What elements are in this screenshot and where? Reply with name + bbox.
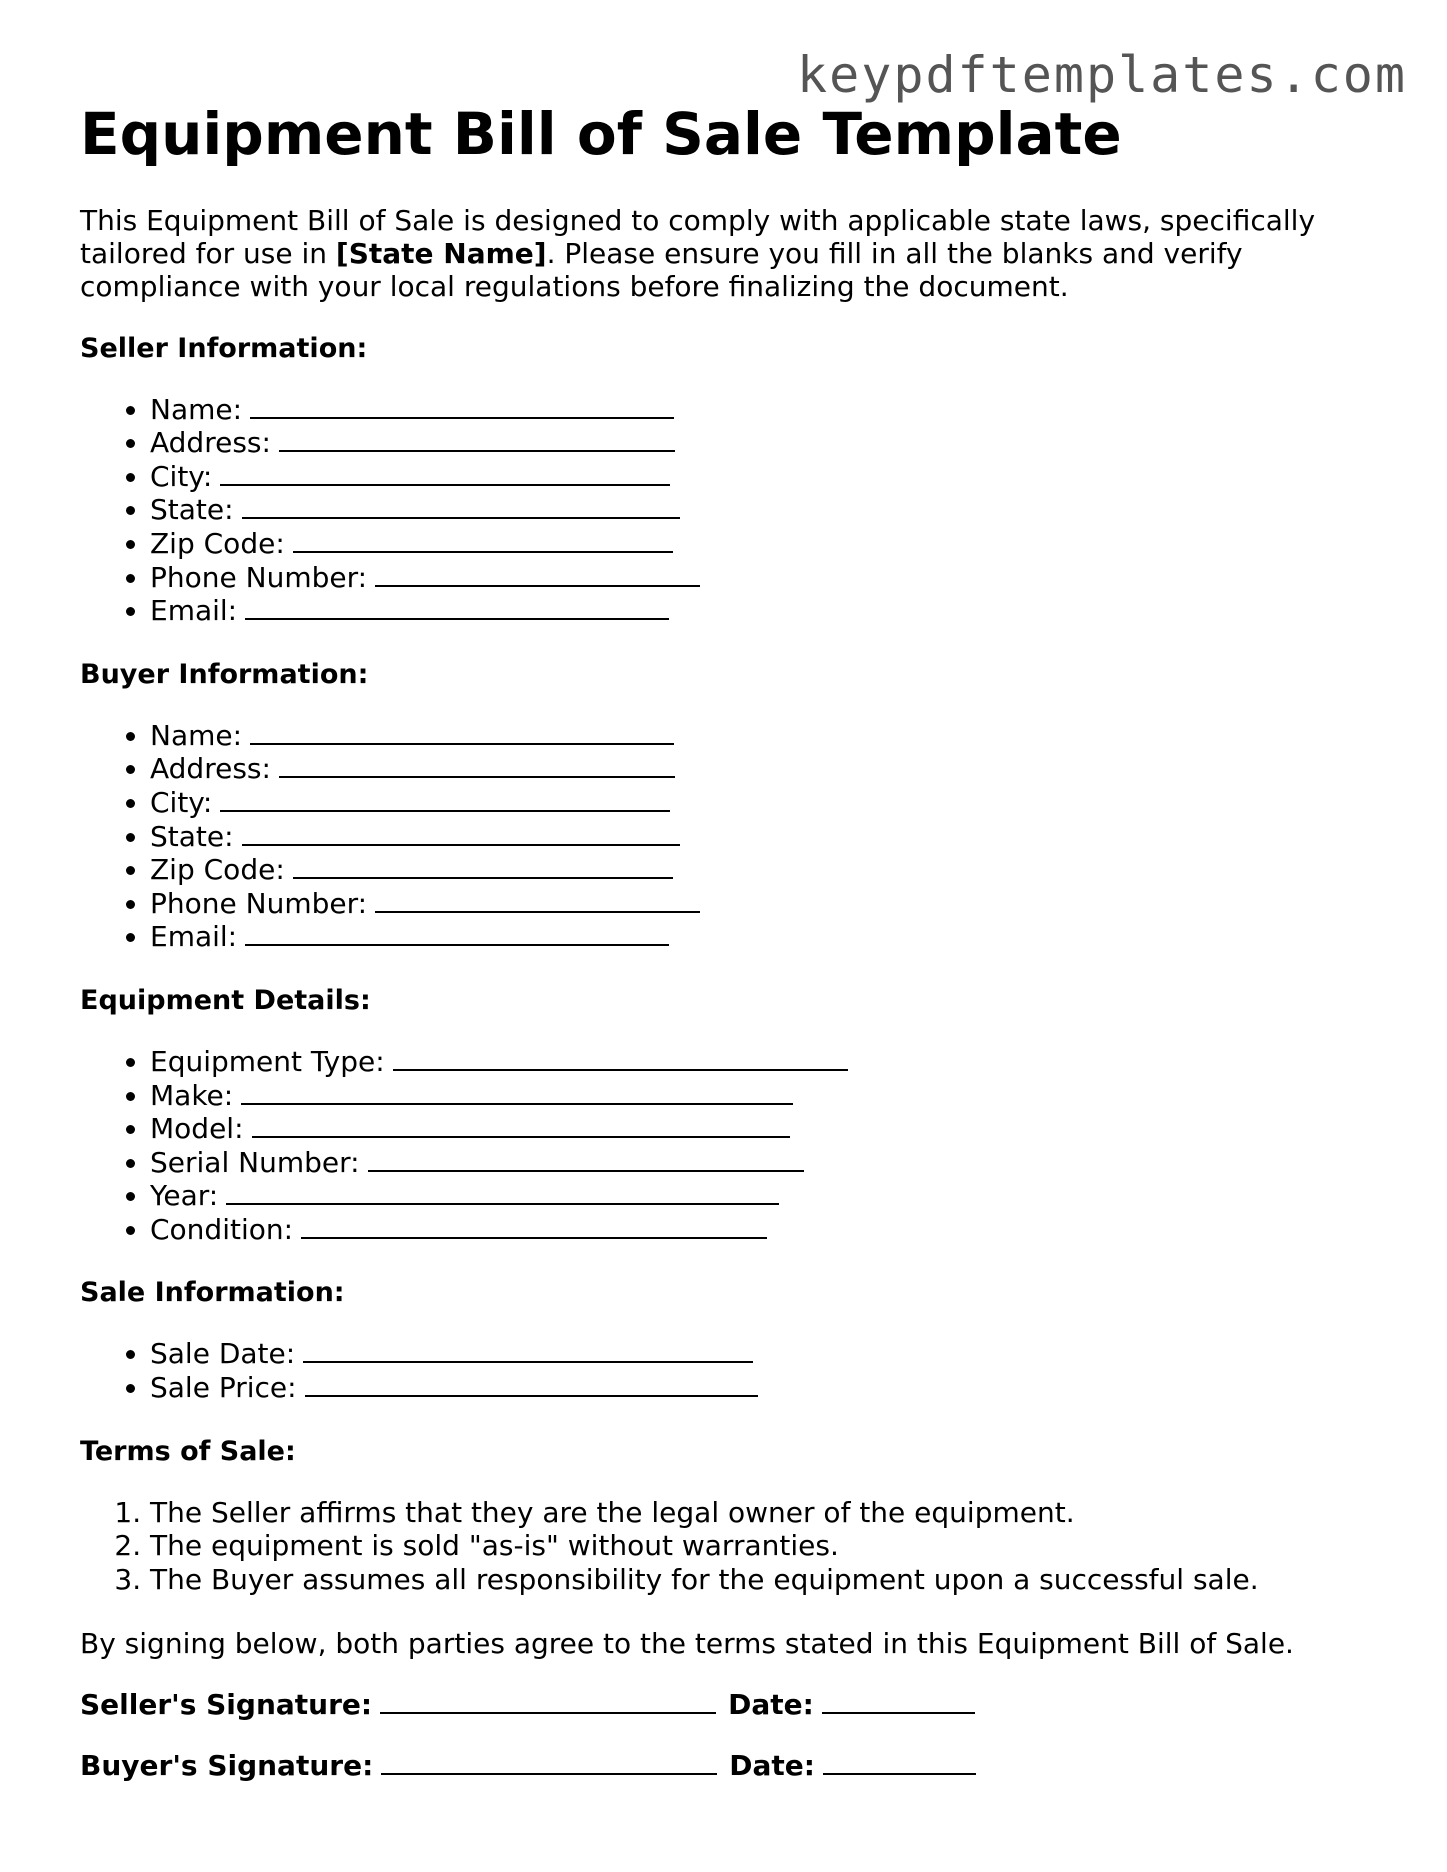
buyer-signature-line bbox=[80, 1749, 1380, 1782]
terms-item: 1. The Seller affirms that they are the legal owner of the equipment. bbox=[150, 1496, 1380, 1530]
sale-heading: Sale Information: bbox=[80, 1277, 345, 1309]
buyer-signature-blank[interactable] bbox=[381, 1749, 717, 1775]
terms-list bbox=[80, 1496, 1380, 1597]
equipment-field bbox=[150, 1112, 1380, 1146]
buyer-date-label: Date: bbox=[729, 1749, 815, 1783]
equipment-field bbox=[150, 1079, 1380, 1113]
field-label: City: bbox=[150, 785, 213, 819]
buyer-field bbox=[150, 920, 1380, 954]
terms-item: 2. The equipment is sold "as-is" without warranties. bbox=[150, 1529, 1380, 1563]
buyer-heading: Buyer Information: bbox=[80, 658, 369, 690]
field-label: Condition: bbox=[150, 1212, 294, 1246]
buyer-address-blank[interactable] bbox=[279, 752, 675, 778]
field-label: State: bbox=[150, 819, 234, 853]
seller-state-blank[interactable] bbox=[242, 493, 680, 519]
equipment-year-blank[interactable] bbox=[226, 1179, 779, 1205]
equipment-field bbox=[150, 1179, 1380, 1213]
seller-heading: Seller Information: bbox=[80, 332, 368, 364]
buyer-phone-blank[interactable] bbox=[375, 887, 700, 913]
equipment-model-blank[interactable] bbox=[252, 1112, 790, 1138]
field-label: Zip Code: bbox=[150, 853, 285, 887]
buyer-field bbox=[150, 853, 1380, 887]
intro-text-after: . Please ensure you fill in all the blanks and verify compliance with your local regulations before finalizing the document. bbox=[80, 236, 1243, 303]
field-label: Phone Number: bbox=[150, 886, 368, 920]
document-page bbox=[80, 100, 1380, 1810]
seller-field bbox=[150, 594, 1380, 628]
sale-price-blank[interactable] bbox=[305, 1371, 758, 1397]
closing-statement: By signing below, both parties agree to the terms stated in this Equipment Bill of Sale. bbox=[80, 1627, 1294, 1661]
equipment-type-blank[interactable] bbox=[393, 1045, 848, 1071]
field-label: Phone Number: bbox=[150, 560, 368, 594]
field-label: Sale Price: bbox=[150, 1371, 297, 1405]
buyer-field bbox=[150, 786, 1380, 820]
field-label: Name: bbox=[150, 718, 243, 752]
field-label: Equipment Type: bbox=[150, 1044, 385, 1078]
seller-fields bbox=[80, 393, 1380, 628]
seller-field bbox=[150, 460, 1380, 494]
buyer-city-blank[interactable] bbox=[220, 786, 670, 812]
seller-date-blank[interactable] bbox=[822, 1688, 975, 1714]
seller-city-blank[interactable] bbox=[220, 460, 670, 486]
equipment-field bbox=[150, 1146, 1380, 1180]
buyer-state-blank[interactable] bbox=[242, 820, 680, 846]
field-label: Model: bbox=[150, 1112, 244, 1146]
field-label: Sale Date: bbox=[150, 1337, 296, 1371]
seller-name-blank[interactable] bbox=[250, 393, 674, 419]
seller-zip-blank[interactable] bbox=[293, 527, 673, 553]
sale-date-blank[interactable] bbox=[303, 1337, 753, 1363]
seller-field bbox=[150, 393, 1380, 427]
buyer-email-blank[interactable] bbox=[245, 920, 669, 946]
field-label: Zip Code: bbox=[150, 526, 285, 560]
field-label: Address: bbox=[150, 752, 271, 786]
buyer-field bbox=[150, 719, 1380, 753]
seller-field bbox=[150, 426, 1380, 460]
equipment-field bbox=[150, 1213, 1380, 1247]
field-label: Email: bbox=[150, 920, 238, 954]
seller-signature-blank[interactable] bbox=[380, 1688, 716, 1714]
field-label: City: bbox=[150, 459, 213, 493]
field-label: Name: bbox=[150, 392, 243, 426]
sale-field bbox=[150, 1337, 1380, 1371]
intro-paragraph bbox=[80, 204, 1340, 303]
seller-phone-blank[interactable] bbox=[375, 561, 700, 587]
equipment-fields bbox=[80, 1045, 1380, 1247]
intro-text-before: This Equipment Bill of Sale is designed to comply with applicable state laws, specifically tailored for use in bbox=[80, 203, 1316, 270]
terms-item: 3. The Buyer assumes all responsibility for the equipment upon a successful sale. bbox=[150, 1563, 1380, 1597]
seller-field bbox=[150, 561, 1380, 595]
terms-heading: Terms of Sale: bbox=[80, 1435, 296, 1467]
buyer-field bbox=[150, 752, 1380, 786]
watermark: keypdftemplates.com bbox=[797, 46, 1407, 104]
field-label: Make: bbox=[150, 1078, 234, 1112]
equipment-condition-blank[interactable] bbox=[301, 1213, 767, 1239]
field-label: Year: bbox=[150, 1179, 219, 1213]
seller-field bbox=[150, 493, 1380, 527]
state-name-placeholder: [State Name] bbox=[335, 236, 547, 270]
equipment-field bbox=[150, 1045, 1380, 1079]
seller-date-label: Date: bbox=[728, 1688, 814, 1722]
equipment-serial-blank[interactable] bbox=[368, 1146, 804, 1172]
buyer-fields bbox=[80, 719, 1380, 954]
equipment-make-blank[interactable] bbox=[241, 1079, 793, 1105]
buyer-field bbox=[150, 887, 1380, 921]
sale-field bbox=[150, 1371, 1380, 1405]
page-title: Equipment Bill of Sale Template bbox=[80, 100, 1122, 168]
buyer-field bbox=[150, 820, 1380, 854]
buyer-zip-blank[interactable] bbox=[293, 853, 673, 879]
buyer-name-blank[interactable] bbox=[250, 719, 674, 745]
seller-signature-line bbox=[80, 1688, 1380, 1721]
equipment-heading: Equipment Details: bbox=[80, 984, 371, 1016]
field-label: State: bbox=[150, 493, 234, 527]
sale-fields bbox=[80, 1337, 1380, 1404]
seller-email-blank[interactable] bbox=[245, 594, 669, 620]
field-label: Serial Number: bbox=[150, 1145, 360, 1179]
field-label: Address: bbox=[150, 426, 271, 460]
buyer-signature-label: Buyer's Signature: bbox=[80, 1749, 374, 1783]
field-label: Email: bbox=[150, 594, 238, 628]
seller-signature-label: Seller's Signature: bbox=[80, 1688, 373, 1722]
seller-address-blank[interactable] bbox=[279, 426, 675, 452]
buyer-date-blank[interactable] bbox=[823, 1749, 976, 1775]
seller-field bbox=[150, 527, 1380, 561]
